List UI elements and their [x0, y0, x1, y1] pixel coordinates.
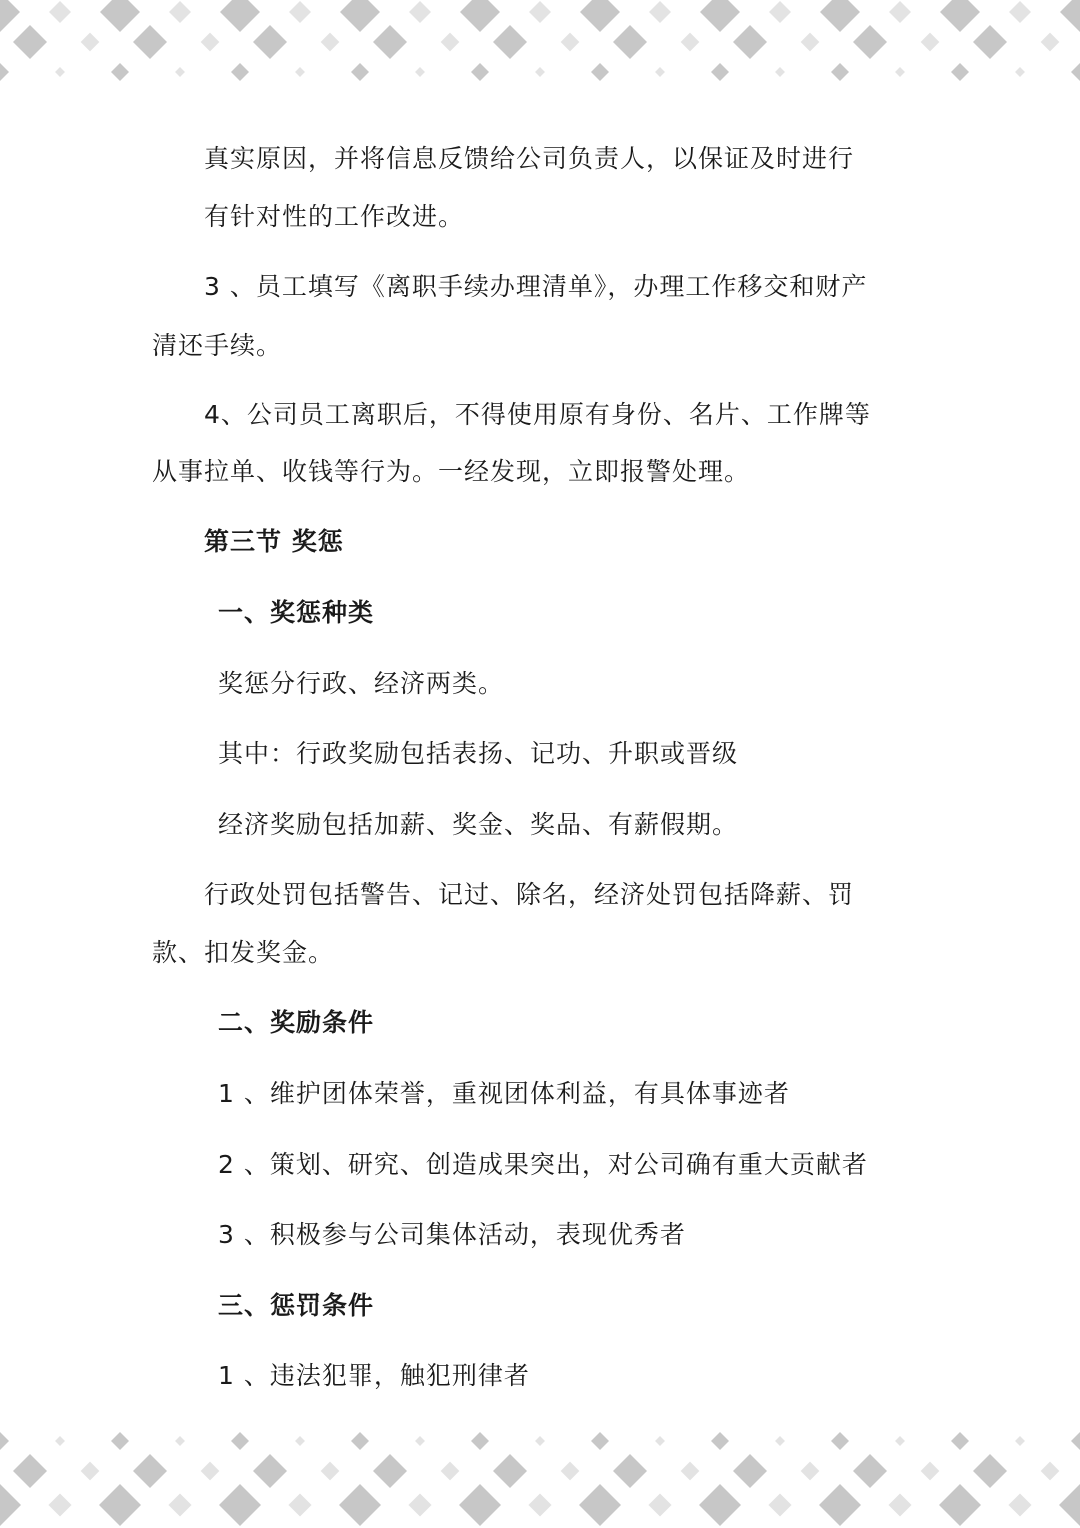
diamond-shape [819, 1484, 861, 1526]
diamond-shape [231, 63, 249, 81]
diamond-shape [591, 1432, 609, 1450]
diamond-shape [700, 0, 740, 32]
text-line: 真实原因，并将信息反馈给公司负责人，以保证及时进行 [204, 144, 855, 173]
text-line: 2 、策划、研究、创造成果突出，对公司确有重大贡献者 [218, 1150, 868, 1179]
diamond-shape [100, 0, 140, 32]
diamond-shape [940, 0, 980, 32]
diamond-shape [351, 1432, 369, 1450]
text-line: 行政处罚包括警告、记过、除名，经济处罚包括降薪、罚 [204, 880, 855, 909]
diamond-shape [888, 1493, 911, 1516]
diamond-shape [1015, 67, 1025, 77]
diamond-shape [579, 1484, 621, 1526]
diamond-shape [81, 1462, 100, 1481]
diamond-shape [1008, 1493, 1031, 1516]
diamond-shape [99, 1484, 141, 1526]
top-diamond-border [0, 0, 1080, 95]
diamond-shape [1059, 1484, 1080, 1526]
text-line: 3 、积极参与公司集体活动，表现优秀者 [218, 1220, 686, 1249]
diamond-shape [591, 63, 609, 81]
diamond-shape [529, 1, 551, 23]
diamond-shape [408, 1493, 431, 1516]
diamond-shape [561, 1462, 580, 1481]
diamond-shape [339, 1484, 381, 1526]
bottom-diamond-border [0, 1413, 1080, 1528]
diamond-shape [613, 1454, 647, 1488]
text-line: 3 、员工填写《离职手续办理清单》，办理工作移交和财产 [204, 272, 868, 301]
diamond-shape [711, 1432, 729, 1450]
diamond-shape [441, 33, 460, 52]
diamond-shape [561, 33, 580, 52]
diamond-shape [409, 1, 431, 23]
diamond-shape [219, 1484, 261, 1526]
diamond-shape [373, 25, 407, 59]
diamond-shape [535, 67, 545, 77]
text-line: 4、公司员工离职后，不得使用原有身份、名片、工作牌等 [204, 400, 871, 429]
diamond-shape [351, 63, 369, 81]
diamond-shape [889, 1, 911, 23]
diamond-shape [580, 0, 620, 32]
diamond-shape [613, 25, 647, 59]
diamond-shape [0, 1484, 21, 1526]
diamond-shape [655, 1436, 665, 1446]
diamond-shape [699, 1484, 741, 1526]
diamond-shape [48, 1493, 71, 1516]
diamond-shape [895, 67, 905, 77]
diamond-shape [168, 1493, 191, 1516]
diamond-shape [373, 1454, 407, 1488]
text-line: 从事拉单、收钱等行为。一经发现，立即报警处理。 [152, 457, 751, 486]
diamond-shape [951, 63, 969, 81]
diamond-pattern-top [0, 0, 1080, 95]
diamond-shape [13, 1454, 47, 1488]
diamond-shape [111, 63, 129, 81]
text-line: 其中：行政奖励包括表扬、记功、升职或晋级 [218, 739, 739, 768]
diamond-shape [1071, 1432, 1080, 1450]
diamond-shape [775, 1436, 785, 1446]
diamond-shape [801, 1462, 820, 1481]
diamond-shape [220, 0, 260, 32]
diamond-shape [460, 0, 500, 32]
diamond-shape [921, 1462, 940, 1481]
diamond-shape [831, 1432, 849, 1450]
diamond-pattern-bottom [0, 1413, 1080, 1528]
diamond-shape [0, 1432, 9, 1450]
diamond-shape [681, 1462, 700, 1481]
diamond-shape [111, 1432, 129, 1450]
diamond-shape [853, 1454, 887, 1488]
diamond-shape [55, 1436, 65, 1446]
diamond-shape [13, 25, 47, 59]
diamond-shape [493, 1454, 527, 1488]
diamond-shape [1015, 1436, 1025, 1446]
diamond-shape [769, 1, 791, 23]
diamond-shape [1071, 63, 1080, 81]
diamond-shape [253, 25, 287, 59]
diamond-shape [775, 67, 785, 77]
diamond-shape [81, 33, 100, 52]
diamond-shape [801, 33, 820, 52]
section-heading: 第三节 奖惩 [204, 527, 344, 556]
diamond-shape [535, 1436, 545, 1446]
diamond-shape [231, 1432, 249, 1450]
diamond-shape [711, 63, 729, 81]
diamond-shape [471, 63, 489, 81]
diamond-shape [295, 1436, 305, 1446]
text-line: 1 、维护团体荣誉，重视团体利益，有具体事迹者 [218, 1079, 790, 1108]
diamond-shape [175, 67, 185, 77]
diamond-shape [1041, 1462, 1060, 1481]
text-line: 款、扣发奖金。 [152, 938, 335, 967]
diamond-shape [939, 1484, 981, 1526]
diamond-shape [951, 1432, 969, 1450]
text-line: 有针对性的工作改进。 [204, 202, 465, 231]
diamond-shape [441, 1462, 460, 1481]
text-line: 经济奖励包括加薪、奖金、奖品、有薪假期。 [218, 810, 739, 839]
diamond-shape [1009, 1, 1031, 23]
diamond-shape [415, 1436, 425, 1446]
subsection-heading: 一、奖惩种类 [218, 598, 375, 627]
text-line: 奖惩分行政、经济两类。 [218, 669, 505, 698]
diamond-shape [649, 1, 671, 23]
diamond-shape [853, 25, 887, 59]
diamond-shape [415, 67, 425, 77]
diamond-shape [648, 1493, 671, 1516]
diamond-shape [768, 1493, 791, 1516]
diamond-shape [655, 67, 665, 77]
diamond-shape [49, 1, 71, 23]
diamond-shape [733, 1454, 767, 1488]
diamond-shape [133, 1454, 167, 1488]
diamond-shape [169, 1, 191, 23]
diamond-shape [528, 1493, 551, 1516]
diamond-shape [1060, 0, 1080, 32]
diamond-shape [820, 0, 860, 32]
diamond-shape [895, 1436, 905, 1446]
diamond-shape [321, 1462, 340, 1481]
diamond-shape [1041, 33, 1060, 52]
diamond-shape [321, 33, 340, 52]
diamond-shape [55, 67, 65, 77]
diamond-shape [201, 1462, 220, 1481]
diamond-shape [733, 25, 767, 59]
diamond-shape [133, 25, 167, 59]
text-line: 1 、违法犯罪，触犯刑律者 [218, 1361, 530, 1390]
diamond-shape [288, 1493, 311, 1516]
diamond-shape [493, 25, 527, 59]
diamond-shape [921, 33, 940, 52]
subsection-heading: 三、惩罚条件 [218, 1291, 375, 1320]
diamond-shape [459, 1484, 501, 1526]
diamond-shape [0, 63, 9, 81]
diamond-shape [973, 1454, 1007, 1488]
diamond-shape [201, 33, 220, 52]
diamond-shape [175, 1436, 185, 1446]
diamond-shape [471, 1432, 489, 1450]
diamond-shape [295, 67, 305, 77]
diamond-shape [340, 0, 380, 32]
diamond-shape [0, 0, 20, 32]
diamond-shape [973, 25, 1007, 59]
subsection-heading: 二、奖励条件 [218, 1008, 375, 1037]
diamond-shape [831, 63, 849, 81]
diamond-shape [253, 1454, 287, 1488]
diamond-shape [289, 1, 311, 23]
diamond-shape [681, 33, 700, 52]
text-line: 清还手续。 [152, 331, 283, 360]
